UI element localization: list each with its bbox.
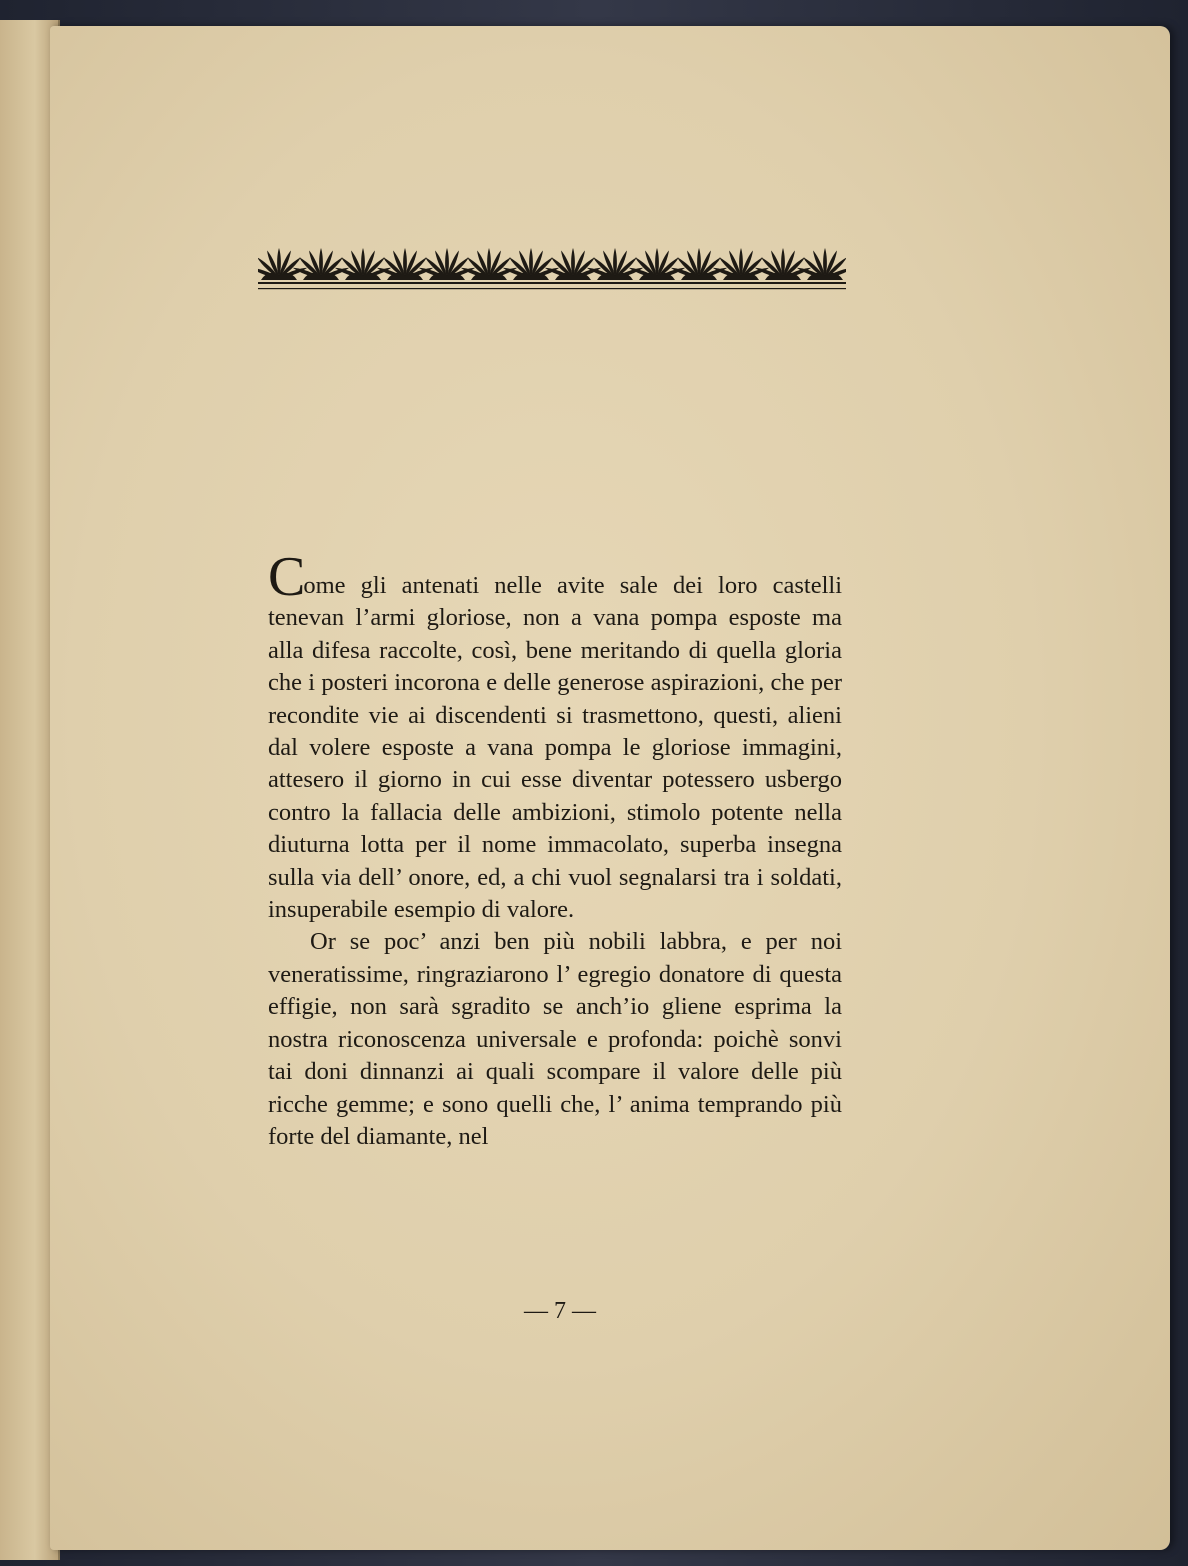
palmette-motif (586, 248, 644, 280)
drop-cap: C (268, 546, 304, 608)
palmette-motif (712, 248, 770, 280)
palmette-motif (334, 248, 392, 280)
palmette-motif (796, 248, 846, 280)
palmette-motif (292, 248, 350, 280)
body-text (268, 546, 842, 1153)
palmette-motif (418, 248, 476, 280)
paragraph-1 (268, 546, 842, 926)
paragraph-2: Or se poc’ anzi ben più nobili labbra, e per noi veneratissime, ringraziarono l’ egregio donatore di questa effigie, non sarà sgradito se anch’io gliene esprima la nostra riconoscenza universale e profonda: poichè sonvi tai doni dinnanzi ai quali scompare il valore delle più ricche gemme; e sono quelli che, l’ anima temprando più forte del diamante, nel (268, 928, 842, 1150)
palmette-motif (754, 248, 812, 280)
paragraph-1-text: ome gli antenati nelle avite sale dei loro castelli tenevan l’armi gloriose, non a vana pompa esposte ma alla difesa raccolte, così, bene meritando di quella gloria che i posteri incorona e delle generose aspirazioni, che per recondite vie ai discendenti si trasmettono, questi, alieni dal volere esposte a vana pompa le gloriose immagini, attesero il giorno in cui esse diventar potessero usbergo contro la fallacia delle ambizioni, stimolo potente nella diuturna lotta per il nome immacolato, superba insegna sulla via dell’ onore, ed, a chi vuol segnalarsi tra i soldati, insuperabile esempio di valore. (268, 572, 842, 924)
palmette-motif (460, 248, 518, 280)
page-number: — 7 — (524, 1298, 596, 1324)
palmette-border-ornament (258, 238, 846, 300)
palmette-motif (544, 248, 602, 280)
palmette-motif (502, 248, 560, 280)
ornament-rule-bottom (258, 288, 846, 289)
palmette-row (258, 248, 846, 280)
ornament-rule-top (258, 282, 846, 284)
palmette-motif (258, 248, 308, 280)
palmette-motif (670, 248, 728, 280)
palmette-motif (628, 248, 686, 280)
palmette-motif (376, 248, 434, 280)
